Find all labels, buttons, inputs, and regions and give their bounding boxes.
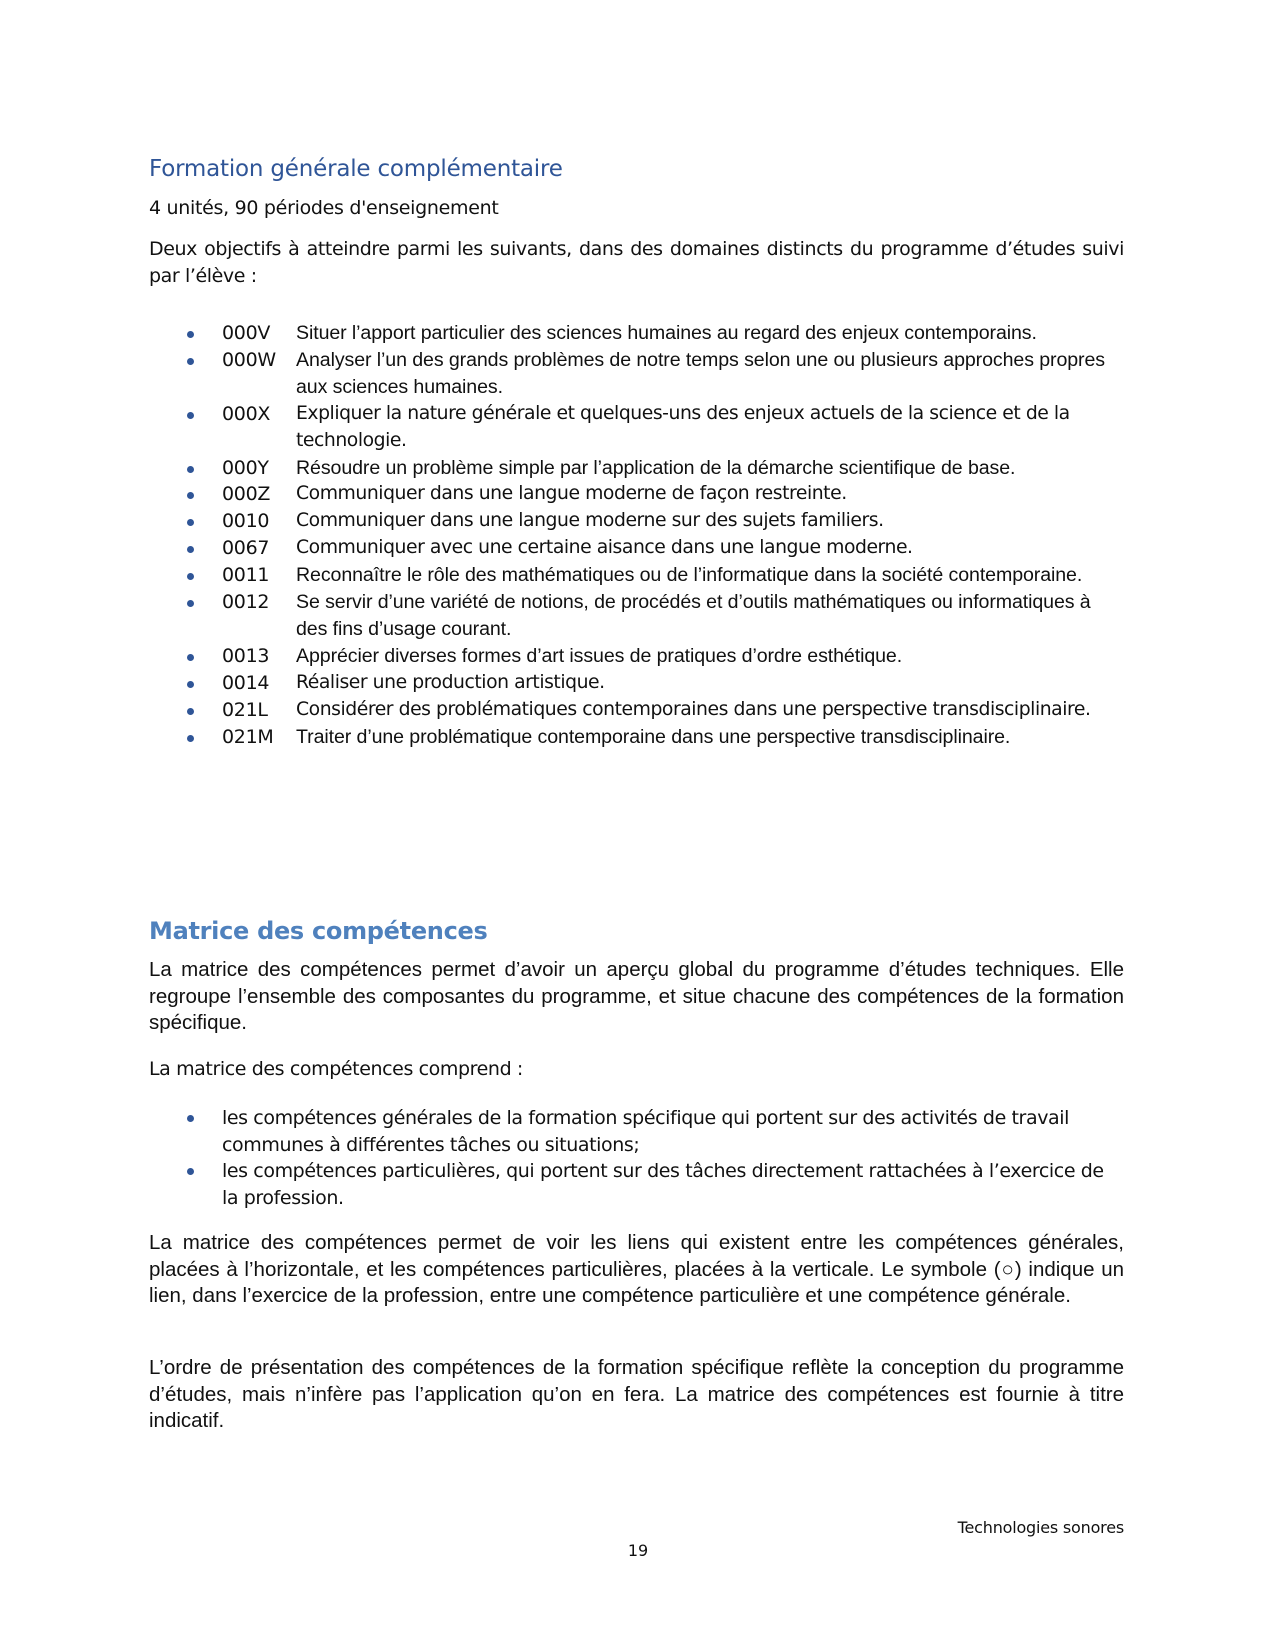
objective-code: 000Z	[222, 483, 271, 506]
section-subtitle-units: 4 unités, 90 périodes d'enseignement	[149, 197, 499, 219]
objective-item	[149, 401, 1124, 455]
objective-code: 000X	[222, 402, 271, 425]
objective-text: Communiquer dans une langue moderne de façon restreinte.	[296, 483, 847, 505]
objective-code: 000V	[222, 322, 271, 344]
objective-item	[149, 697, 1124, 724]
objective-text: Situer l’apport particulier des sciences humaines au regard des enjeux contemporains.	[296, 322, 1037, 344]
objective-code: 000W	[222, 348, 276, 371]
bullet-icon	[187, 466, 194, 473]
objective-text: Se servir d’une variété de notions, de procédés et d’outils mathématiques ou informatiques à des fins d’usage courant.	[296, 591, 1091, 640]
objective-code: 0010	[222, 510, 270, 533]
objective-item	[149, 562, 1124, 589]
matrice-paragraph-4: L’ordre de présentation des compétences de la formation spécifique reflète la conception du programme d’études, mais n’infère pas l’application qu’on en fera. La matrice des compétences est fournie à titre indicatif.	[149, 1356, 1124, 1432]
bullet-icon	[187, 1115, 194, 1122]
bullet-icon	[187, 654, 194, 661]
bullet-icon	[187, 681, 194, 688]
objective-text: Apprécier diverses formes d’art issues de pratiques d’ordre esthétique.	[296, 644, 903, 667]
bullet-icon	[187, 358, 194, 365]
bullet-text: les compétences générales de la formation spécifique qui portent sur des activités de travail communes à différentes tâches ou situations;	[222, 1107, 1070, 1156]
objective-text: Considérer des problématiques contemporaines dans une perspective transdisciplinaire.	[296, 698, 1091, 720]
objective-item	[149, 670, 1124, 697]
objective-code: 0013	[222, 644, 270, 667]
objective-code: 0014	[222, 671, 270, 694]
objectives-list	[149, 320, 1124, 751]
objective-text: Communiquer avec une certaine aisance dans une langue moderne.	[296, 537, 913, 559]
objective-item	[149, 724, 1124, 751]
matrice-bullet-item	[149, 1158, 1124, 1211]
objective-code: 0067	[222, 537, 270, 560]
objective-item	[149, 643, 1124, 670]
objective-item	[149, 455, 1124, 482]
bullet-icon	[187, 735, 194, 742]
objective-item	[149, 589, 1124, 643]
bullet-icon	[187, 1168, 194, 1175]
objective-code: 021M	[222, 725, 274, 748]
objective-text: Traiter d’une problématique contemporaine dans une perspective transdisciplinaire.	[296, 725, 1011, 748]
bullet-text: les compétences particulières, qui portent sur des tâches directement rattachées à l’exercice de la profession.	[222, 1160, 1104, 1209]
objective-text: Réaliser une production artistique.	[296, 671, 605, 693]
matrice-bullet-item	[149, 1105, 1124, 1158]
matrice-paragraph-3: La matrice des compétences permet de voir les liens qui existent entre les compétences générales, placées à l’horizontale, et les compétences particulières, placées à la verticale. Le symbole (○) indique un lien, dans l’exercice de la profession, entre une compétence particulière et une compétence générale.	[149, 1231, 1124, 1307]
bullet-icon	[187, 573, 194, 580]
objective-item	[149, 347, 1124, 401]
objective-item	[149, 481, 1124, 508]
matrice-paragraph-2: La matrice des compétences comprend :	[149, 1058, 523, 1080]
objective-text: Communiquer dans une langue moderne sur des sujets familiers.	[296, 510, 884, 532]
objective-text: Analyser l’un des grands problèmes de notre temps selon une ou plusieurs approches propres aux sciences humaines.	[296, 348, 1105, 398]
objective-code: 0012	[222, 591, 270, 614]
objective-item	[149, 535, 1124, 562]
objective-text: Expliquer la nature générale et quelques-uns des enjeux actuels de la science et de la technologie.	[296, 402, 1070, 451]
section-title-matrice: Matrice des compétences	[149, 917, 488, 945]
bullet-icon	[187, 600, 194, 607]
bullet-icon	[187, 492, 194, 499]
matrice-paragraph-1: La matrice des compétences permet d’avoir un aperçu global du programme d’études techniques. Elle regroupe l’ensemble des composantes du programme, et situe chacune des compétences de la formation spécifique.	[149, 958, 1124, 1034]
bullet-icon	[187, 546, 194, 553]
objective-code: 0011	[222, 564, 270, 587]
bullet-icon	[187, 519, 194, 526]
footer-document-title: Technologies sonores	[957, 1518, 1124, 1537]
objective-code: 000Y	[222, 456, 269, 479]
intro-paragraph: Deux objectifs à atteindre parmi les suivants, dans des domaines distincts du programme d’études suivi par l’élève :	[149, 238, 1124, 287]
objective-text: Reconnaître le rôle des mathématiques ou de l’informatique dans la société contemporaine.	[296, 564, 1083, 587]
objective-code: 021L	[222, 698, 268, 721]
bullet-icon	[187, 331, 194, 338]
section-title-formation-generale: Formation générale complémentaire	[149, 156, 563, 182]
objective-item	[149, 508, 1124, 535]
bullet-icon	[187, 708, 194, 715]
bullet-icon	[187, 412, 194, 419]
objective-item	[149, 320, 1124, 347]
objective-text: Résoudre un problème simple par l’application de la démarche scientifique de base.	[296, 456, 1016, 479]
matrice-bullet-list	[149, 1105, 1124, 1211]
footer-page-number: 19	[627, 1541, 649, 1560]
